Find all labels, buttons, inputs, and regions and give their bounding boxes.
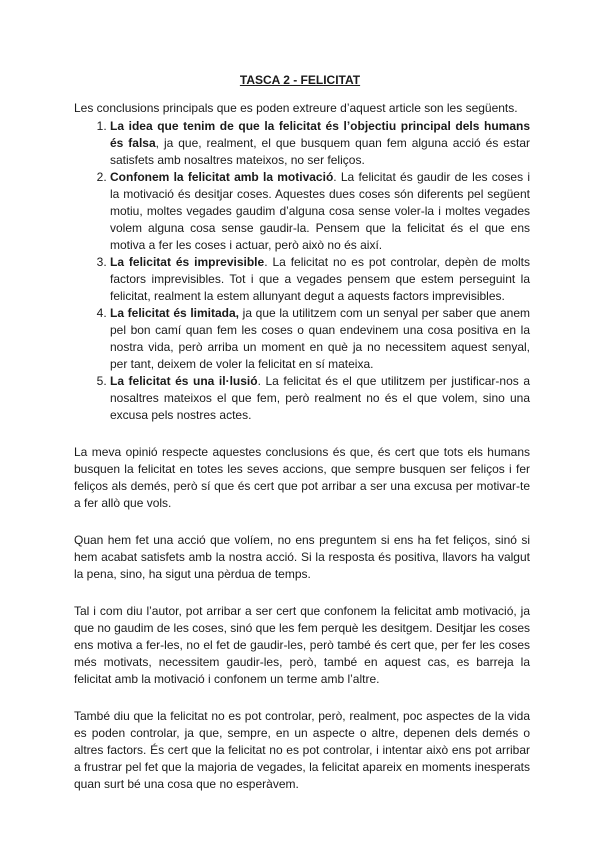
body-paragraph: La meva opinió respecte aquestes conclusions és que, és cert que tots els humans busquen la felicitat en totes les seves accions, que sempre busquen ser feliços i fer feliços als demés, però sí que és cert que pot arribar a ser una excusa per motivar-te a fer allò que vols. xyxy=(74,445,530,510)
list-item-heading: Confonem la felicitat amb la motivació xyxy=(110,170,334,184)
list-item-text: . La felicitat no es pot controlar, depèn de molts factors imprevisibles. Tot i que a vegades pensem que estem perseguint la felicitat, realment la estem allunyant degut a aquests factors imprevisibles. xyxy=(110,255,531,303)
document-body xyxy=(74,100,530,793)
body-paragraph: Quan hem fet una acció que volíem, no ens preguntem si ens ha fet feliços, sinó si hem acabat satisfets amb la nostra acció. Si la resposta és positiva, llavors ha valgut la pena, sino, ha sigut una pèrdua de temps. xyxy=(74,533,530,581)
list-item-text: . La felicitat és gaudir de les coses i la motivació és desitjar coses. Aquestes dues coses són diferents pel següent motiu, moltes vegades gaudim d’alguna cosa sense voler-la i moltes vegades volem alguna cosa sense gaudir-la. Pensem que la felicitat és el que ens motiva a fer les coses i actuar, però això no és així. xyxy=(110,170,531,252)
list-item-text: ja que la utilitzem com un senyal per saber que anem pel bon camí quan fem les coses o quan endevinem una cosa positiva en la nostra vida, però arriba un moment en què ja no necessitem aquest senyal, per tant, deixem de voler la felicitat en sí mateixa. xyxy=(110,306,530,371)
list-item xyxy=(110,305,530,373)
list-item xyxy=(110,373,530,424)
list-item-heading: La idea que tenim de que la felicitat és l’objectiu principal dels humans és falsa xyxy=(110,119,530,150)
list-item-heading: La felicitat és limitada, xyxy=(110,306,239,320)
list-item xyxy=(110,254,530,305)
conclusions-list xyxy=(74,118,530,424)
list-item-heading: La felicitat és imprevisible xyxy=(110,255,265,269)
list-item xyxy=(110,169,530,254)
list-item-heading: La felicitat és una il·lusió xyxy=(110,374,258,388)
body-paragraph: També diu que la felicitat no es pot controlar, però, realment, poc aspectes de la vida es poden controlar, ja que, sempre, en un aspecte o altre, depenen dels demés o altres factors. És cert que la felicitat no es pot controlar, i intentar això ens pot arribar a frustrar pel fet que la majoria de vegades, la felicitat apareix en moments inesperats quan surt bé una cosa que no esperàvem. xyxy=(74,709,530,791)
list-item-text: , ja que, realment, el que busquem quan fem alguna acció és estar satisfets amb nosaltres mateixos, no ser feliços. xyxy=(110,136,530,167)
list-item-text: . La felicitat és el que utilitzem per justificar-nos a nosaltres mateixos el que fem, però realment no és el que volem, sino una excusa pels nostres actes. xyxy=(110,374,530,422)
list-item xyxy=(110,118,530,169)
page-title: TASCA 2 - FELICITAT xyxy=(239,73,361,87)
body-paragraph: Tal i com diu l’autor, pot arribar a ser cert que confonem la felicitat amb motivació, ja que no gaudim de les coses, sinó que les fem perquè les desitgem. Desitjar les coses ens motiva a fer-les, no el fet de gaudir-les, però també és cert que, per fer les coses més motivats, necessitem gaudir-les, però, també en aquest cas, es barreja la felicitat amb la motivació i confonem un terme amb l’altre. xyxy=(74,604,530,686)
intro-paragraph: Les conclusions principals que es poden extreure d’aquest article son les següents. xyxy=(74,101,518,115)
